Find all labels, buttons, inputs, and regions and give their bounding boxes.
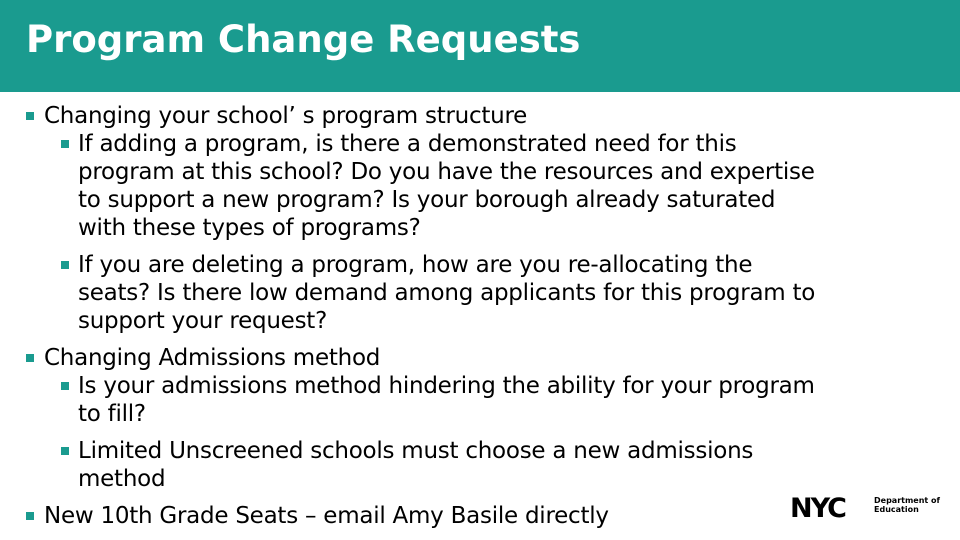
- sub-bullet-line: If you are deleting a program, how are you re-allocating the: [78, 252, 753, 278]
- bullet-list: [24, 102, 934, 530]
- slide-title: Program Change Requests: [26, 18, 581, 61]
- bullet-item: [24, 344, 934, 372]
- logo-text: [874, 496, 950, 514]
- square-bullet-icon: [26, 354, 34, 362]
- bullet-text: Changing Admissions method: [44, 345, 381, 371]
- square-bullet-icon: [61, 447, 69, 455]
- sub-bullet-line: seats? Is there low demand among applicants for this program to: [78, 280, 816, 306]
- sub-bullet-item: [24, 437, 934, 493]
- bullet-item: [24, 102, 934, 130]
- logo-line: Education: [874, 505, 919, 514]
- sub-bullet-line: to support a new program? Is your borough already saturated: [78, 187, 776, 213]
- title-bar: [0, 0, 960, 92]
- sub-bullet-line: Limited Unscreened schools must choose a new admissions: [78, 438, 754, 464]
- sub-bullet-item: [24, 130, 934, 242]
- sub-bullet-line: method: [78, 466, 166, 492]
- sub-bullet-item: [24, 372, 934, 428]
- logo-line: Department of: [874, 496, 941, 505]
- square-bullet-icon: [61, 140, 69, 148]
- square-bullet-icon: [26, 112, 34, 120]
- sub-bullet-line: If adding a program, is there a demonstrated need for this: [78, 131, 737, 157]
- square-bullet-icon: [61, 261, 69, 269]
- bullet-text: New 10th Grade Seats – email Amy Basile directly: [44, 503, 609, 529]
- sub-bullet-line: to fill?: [78, 401, 146, 427]
- sub-bullet-line: with these types of programs?: [78, 215, 421, 241]
- sub-bullet-line: program at this school? Do you have the resources and expertise: [78, 159, 815, 185]
- nyc-doe-logo: [790, 494, 950, 526]
- sub-bullet-line: Is your admissions method hindering the ability for your program: [78, 373, 815, 399]
- square-bullet-icon: [61, 382, 69, 390]
- square-bullet-icon: [26, 512, 34, 520]
- bullet-text: Changing your school’ s program structure: [44, 103, 528, 129]
- sub-bullet-line: support your request?: [78, 308, 328, 334]
- logo-mark: NYC: [790, 493, 846, 524]
- sub-bullet-item: [24, 251, 934, 335]
